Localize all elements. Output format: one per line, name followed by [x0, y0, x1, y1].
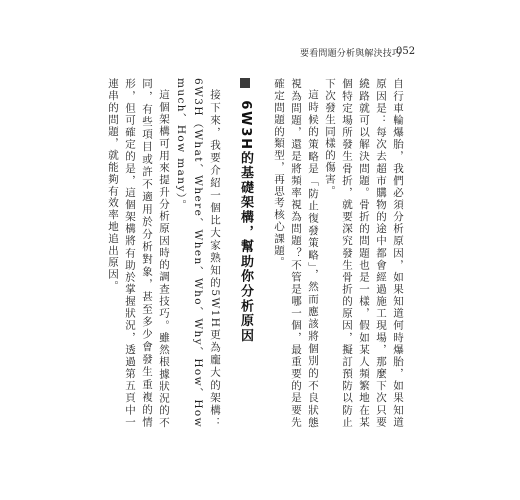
body-text [107, 78, 406, 428]
running-header: 要看問題分析與解決技巧 [300, 49, 402, 59]
square-bullet-icon [240, 78, 250, 88]
page-number: 052 [396, 46, 416, 57]
section-heading-text: 6W3H的基礎架構，幫助你分析原因 [238, 100, 253, 344]
paragraph: 這時候的策略是「防止復發策略」，然而應該將個別的不良狀態視為問題，還是將頻率視為問題？不管是哪一個，最重要的是要先確定問題的類型，再思考核心課題。 [273, 78, 319, 428]
section-heading [237, 78, 254, 428]
paragraph: 自行車輪爆胎，我們必須分析原因，如果知道何時爆胎，如果知道原因是：每次去超市購物的途中都會經過施工現場，那麼下次只要繞路就可以解決問題。骨折的問題也是一樣，假如某人頻繁地在某個特定場所發生骨折，就要深究發生骨折的原因，擬訂預防以防止下次發生同樣的傷害。 [324, 78, 404, 428]
paragraph: 接下來，我要介紹一個比大家熟知的5W1H更為龐大的架構：6W3H（What、Where、When、Who、Why、How、How much、How many）。 [175, 78, 221, 428]
paragraph: 這個架構可用來提升分析原因時的調查技巧。雖然根據狀況的不同，有些項目或許不適用於分析對象，甚至多少會發生重複的情形，但可確定的是，這個架構將有助於掌握狀況，透過第五頁中一連串的問題，就能夠有效率地追出原因。 [107, 78, 170, 428]
